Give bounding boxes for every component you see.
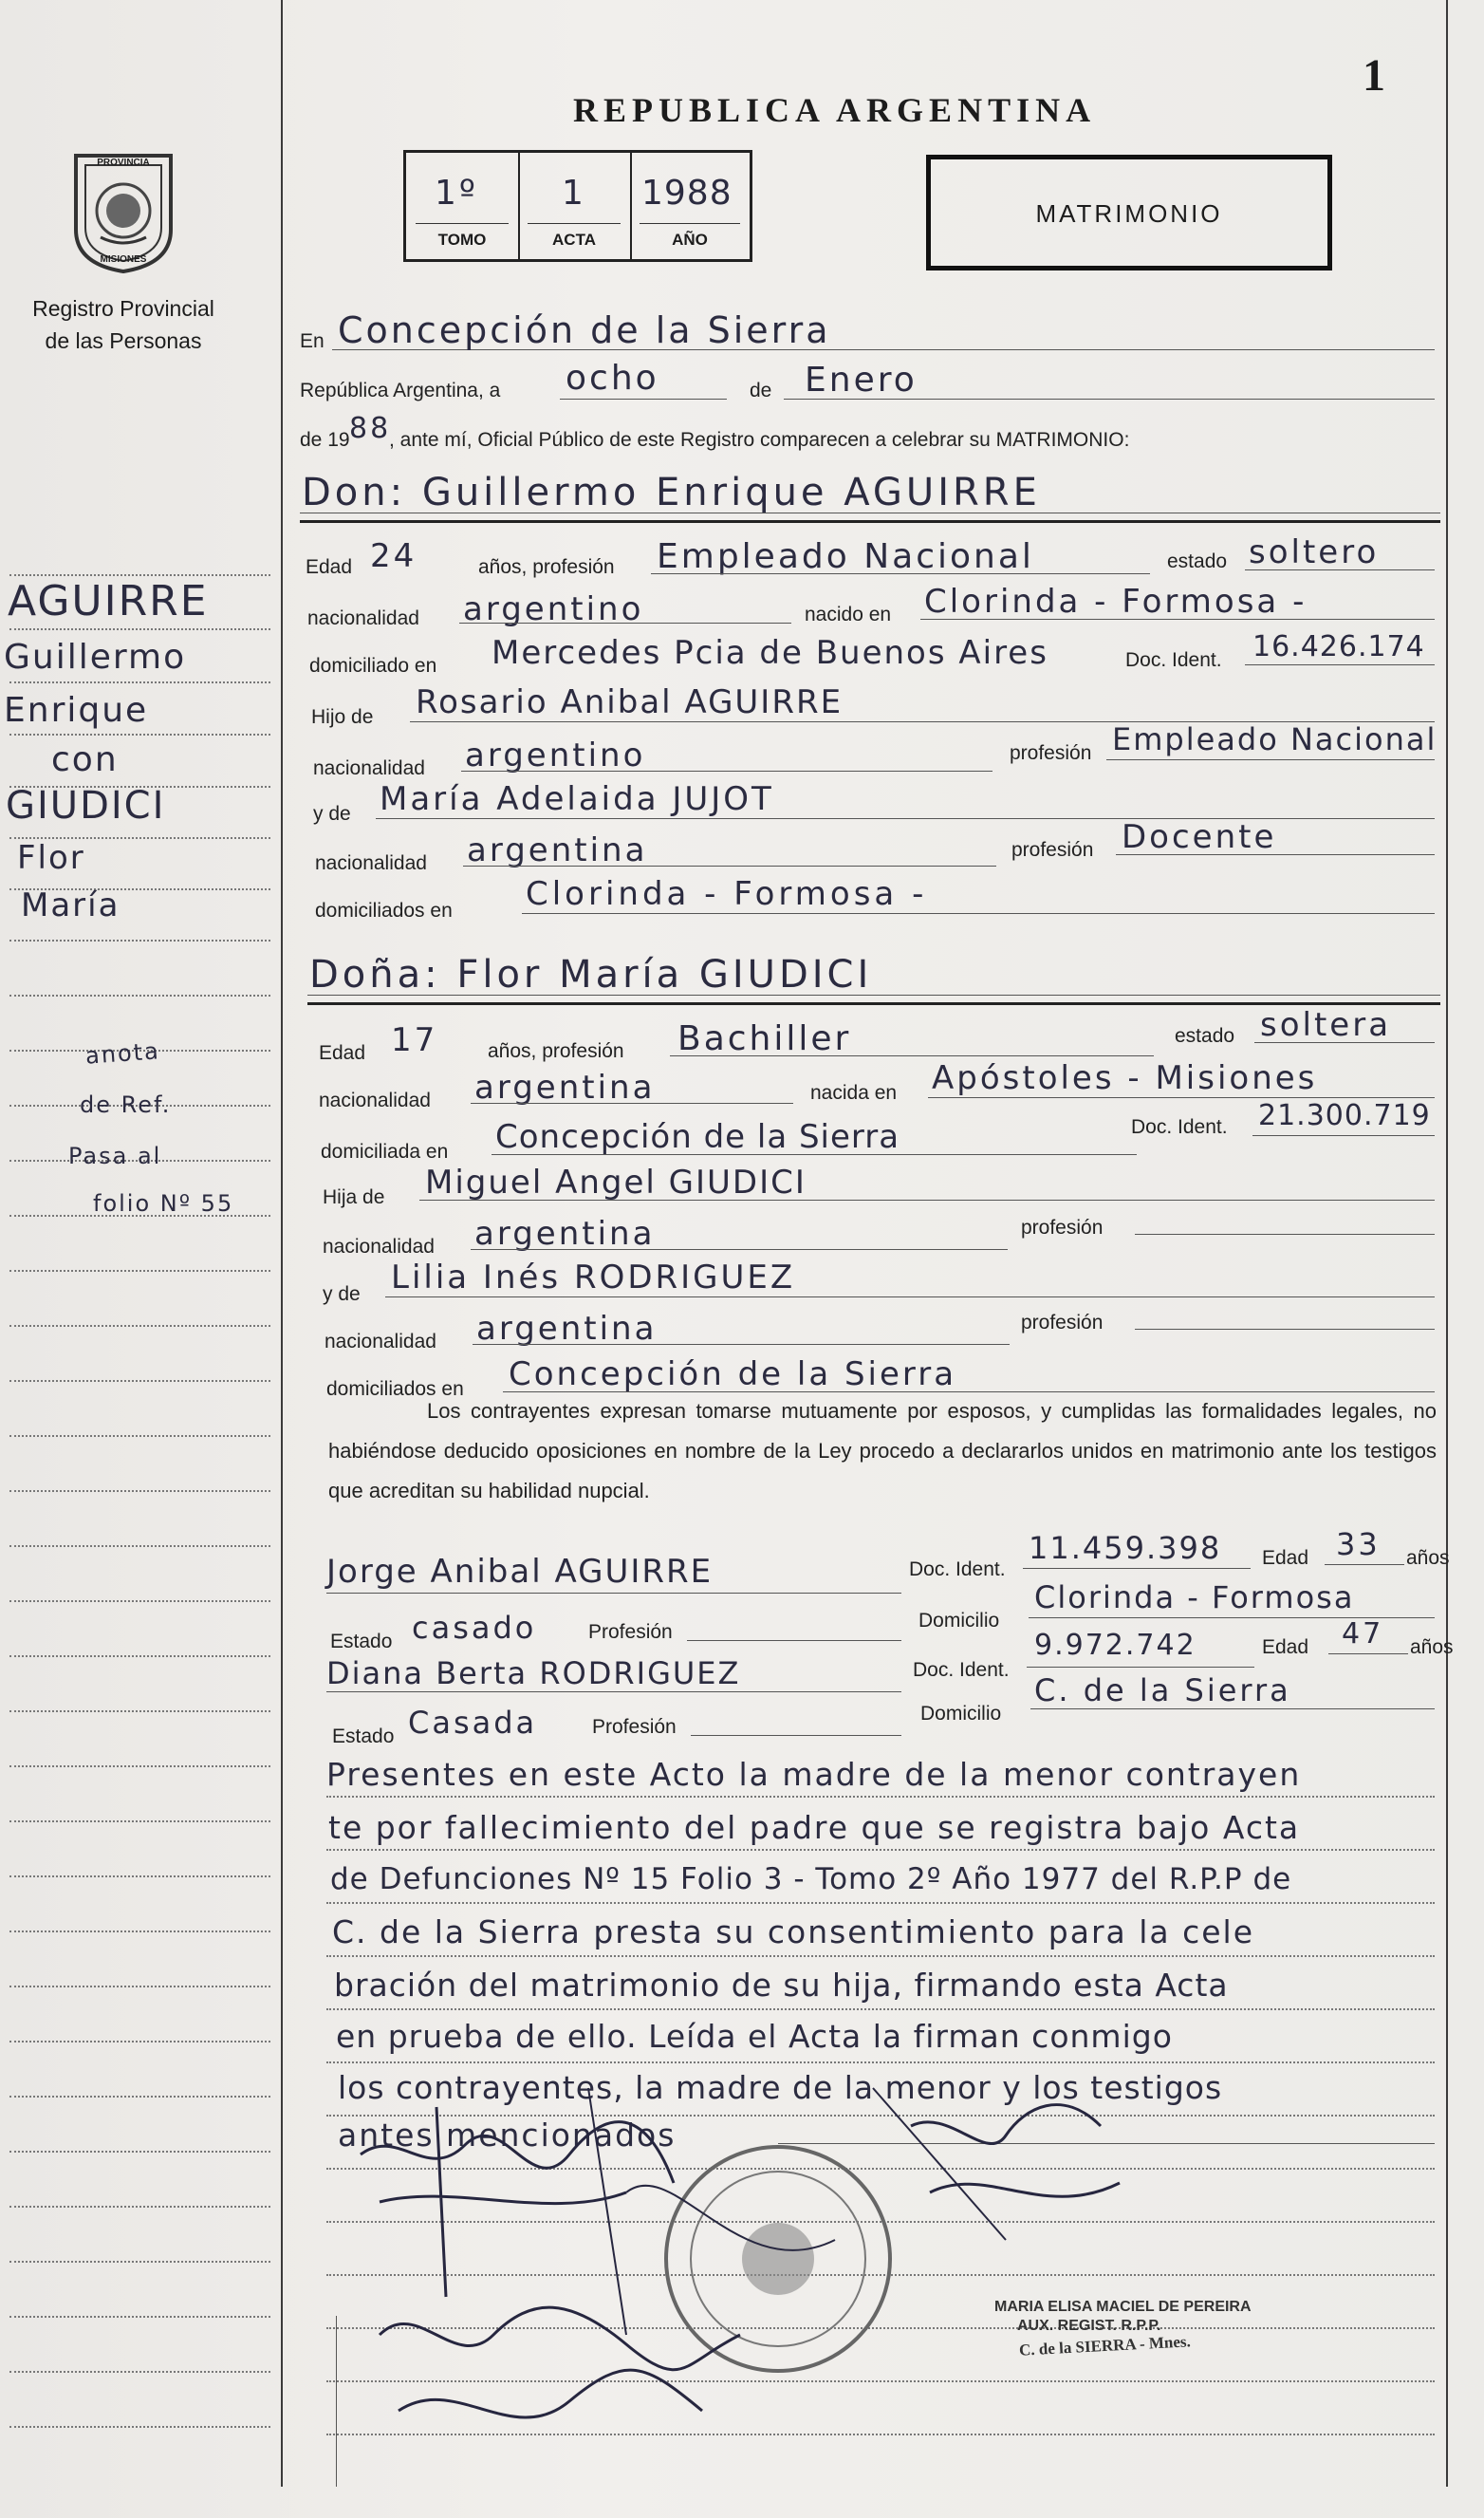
- signatures-area: [342, 2050, 1423, 2496]
- line-bride-nacida: [928, 1097, 1435, 1098]
- margin-line: [9, 1270, 270, 1272]
- bride-madre-nac: argentina: [476, 1310, 658, 1348]
- line-groom-estado: [1245, 569, 1435, 570]
- observation-line-3: de Defunciones Nº 15 Folio 3 - Tomo 2º Año 1977 del R.P.P de: [330, 1862, 1292, 1896]
- margin-line: [9, 2206, 270, 2208]
- witness1-name: Jorge Anibal AGUIRRE: [326, 1553, 714, 1591]
- line-groom-nacido: [920, 619, 1435, 620]
- label-anos-witness1: años: [1406, 1547, 1450, 1569]
- margin-line: [9, 1930, 270, 1932]
- witness1-doc: 11.459.398: [1029, 1530, 1222, 1566]
- margin-line: [9, 2151, 270, 2153]
- groom-madre-prof: Docente: [1122, 818, 1277, 856]
- label-profesion-groom-madre: profesión: [1011, 839, 1094, 861]
- label-profesion-bride-padre: profesión: [1021, 1217, 1104, 1239]
- line-bride-madre: [385, 1296, 1435, 1297]
- margin-note-3: Pasa al: [68, 1143, 162, 1169]
- bride-edad: 17: [391, 1021, 438, 1059]
- place-value: Concepción de la Sierra: [338, 309, 831, 351]
- left-frame-line: [281, 0, 283, 2487]
- anio-label: AÑO: [672, 231, 708, 249]
- anio-value: 1988: [641, 174, 733, 213]
- label-doc-witness1: Doc. Ident.: [909, 1558, 1006, 1580]
- label-doc-witness2: Doc. Ident.: [913, 1659, 1010, 1681]
- registry-name-line1: Registro Provincial: [32, 296, 214, 321]
- margin-con: con: [51, 740, 119, 779]
- label-edad-bride: Edad: [319, 1042, 366, 1064]
- label-de-month: de: [750, 380, 772, 401]
- label-edad-groom: Edad: [306, 556, 353, 578]
- bride-profesion: Bachiller: [677, 1019, 852, 1058]
- record-type-box: [926, 155, 1332, 270]
- declaration-text: Los contrayentes expresan tomarse mutuamente por esposos, y cumplidas las formalidades legales, no habiéndose deducido oposiciones en nombre de la Ley procedo a declararlos unidos en matrimonio ante los testigos que acreditan su habilidad nupcial.: [328, 1399, 1437, 1502]
- line-bride-padre-prof: [1135, 1234, 1435, 1235]
- observation-line-7: los contrayentes, la madre de la menor y los testigos: [338, 2069, 1223, 2106]
- label-nacionalidad-groom-madre: nacionalidad: [315, 852, 427, 874]
- line-witness2-dom: [1030, 1708, 1435, 1709]
- groom-madre-nac: argentina: [467, 831, 648, 869]
- line-bride-profesion: [670, 1055, 1154, 1056]
- margin-inner-line: [336, 2316, 337, 2487]
- groom-padre-prof: Empleado Nacional: [1112, 721, 1438, 757]
- line-witness2-doc: [1027, 1667, 1254, 1668]
- margin-line: [9, 1655, 270, 1657]
- groom-heading: Don: Guillermo Enrique AGUIRRE: [302, 471, 1041, 514]
- line-witness1-name: [326, 1593, 901, 1594]
- witness2-domicilio: C. de la Sierra: [1034, 1672, 1291, 1708]
- line-bride-doc: [1252, 1135, 1435, 1136]
- observation-line-8: antes mencionados: [338, 2117, 677, 2154]
- margin-line: [9, 2371, 270, 2373]
- label-hija-de: Hija de: [323, 1186, 385, 1208]
- line-groom-profesion: [651, 573, 1150, 574]
- section-divider-bride: [307, 1002, 1440, 1005]
- groom-padre-nac: argentino: [465, 737, 646, 774]
- tomo-cell: [406, 153, 520, 259]
- observation-line-2: te por fallecimiento del padre que se registra bajo Acta: [328, 1809, 1301, 1846]
- label-estado-groom: estado: [1167, 550, 1228, 572]
- acta-label: ACTA: [552, 231, 596, 249]
- bride-doc: 21.300.719: [1258, 1099, 1431, 1132]
- seal-bottom-text: MISIONES: [100, 254, 147, 265]
- header-title: REPUBLICA ARGENTINA: [573, 91, 1097, 129]
- groom-padres-dom: Clorinda - Formosa -: [526, 875, 928, 913]
- book-reference-box: [403, 150, 752, 262]
- official-seal-icon: [666, 2147, 890, 2371]
- label-y-de-groom: y de: [313, 803, 351, 825]
- line-groom-padre-prof: [1106, 759, 1435, 760]
- margin-line: [9, 1600, 270, 1602]
- margin-surname-groom: AGUIRRE: [8, 577, 209, 625]
- line-groom-madre-nac: [463, 866, 996, 867]
- obs-line: [326, 1902, 1435, 1904]
- line-bride-padre-nac: [471, 1249, 1008, 1250]
- margin-line: [9, 574, 270, 576]
- line-witness2-name: [326, 1691, 901, 1692]
- groom-madre: María Adelaida JUJOT: [380, 780, 774, 818]
- stamp-line-2: AUX. REGIST. R.P.P.: [1017, 2318, 1161, 2334]
- label-hijo-de: Hijo de: [311, 706, 374, 728]
- label-ante-mi: , ante mí, Oficial Público de este Registro comparecen a celebrar su MATRIMONIO:: [389, 429, 1130, 451]
- margin-line: [9, 1820, 270, 1822]
- bride-estado: soltera: [1260, 1006, 1392, 1044]
- line-groom-doc: [1245, 664, 1435, 665]
- line-bride-madre-nac: [473, 1344, 1010, 1345]
- label-edad-witness1: Edad: [1262, 1547, 1309, 1569]
- margin-line: [9, 2316, 270, 2318]
- anio-cell: [630, 153, 750, 259]
- label-domiciliados-bride: domiciliados en: [326, 1378, 464, 1400]
- label-profesion-witness2: Profesión: [592, 1716, 677, 1738]
- label-doc-groom: Doc. Ident.: [1125, 649, 1222, 671]
- line-witness2-edad: [1328, 1653, 1408, 1654]
- registry-seal: [63, 142, 184, 275]
- margin-line: [9, 1710, 270, 1712]
- witness2-edad: 47: [1342, 1617, 1384, 1651]
- label-doc-bride: Doc. Ident.: [1131, 1116, 1228, 1138]
- month-value: Enero: [805, 361, 918, 400]
- label-nacida-en: nacida en: [810, 1082, 898, 1104]
- label-anos-witness2: años: [1410, 1636, 1454, 1658]
- groom-domicilio: Mercedes Pcia de Buenos Aires: [492, 634, 1048, 672]
- label-nacido-en: nacido en: [805, 604, 892, 625]
- label-en: En: [300, 330, 325, 352]
- bride-padre: Miguel Angel GIUDICI: [425, 1164, 807, 1202]
- tomo-value: 1º: [435, 174, 478, 213]
- groom-estado: soltero: [1249, 533, 1380, 571]
- label-nacionalidad-groom-padre: nacionalidad: [313, 757, 425, 779]
- line-bride-madre-prof: [1135, 1329, 1435, 1330]
- witness2-estado: Casada: [408, 1705, 538, 1741]
- margin-note-2: de Ref.: [80, 1091, 172, 1118]
- margin-line: [9, 2096, 270, 2098]
- groom-nacido-en: Clorinda - Formosa -: [924, 583, 1308, 621]
- label-nacionalidad-bride: nacionalidad: [319, 1090, 431, 1111]
- margin-line: [9, 1490, 270, 1492]
- bride-nacionalidad: argentina: [474, 1069, 656, 1107]
- line-witness2-profesion: [691, 1735, 901, 1736]
- bride-domicilio: Concepción de la Sierra: [495, 1118, 900, 1156]
- line-day: [560, 399, 727, 400]
- stamp-line-3: C. de la SIERRA - Mnes.: [1018, 2332, 1192, 2359]
- obs-line: [326, 1849, 1435, 1851]
- margin-line: [9, 1545, 270, 1547]
- label-estado-witness2: Estado: [332, 1725, 395, 1747]
- label-domiciliados-groom: domiciliados en: [315, 900, 453, 922]
- margin-line: [9, 2426, 270, 2428]
- label-profesion-witness1: Profesión: [588, 1621, 673, 1643]
- line-witness1-edad: [1325, 1564, 1404, 1565]
- line-bride-heading: [307, 995, 1440, 996]
- label-domicilio-witness2: Domicilio: [920, 1703, 1002, 1725]
- page-number: 1: [1363, 50, 1385, 101]
- observation-line-5: bración del matrimonio de su hija, firmando esta Acta: [334, 1967, 1229, 2004]
- label-nacionalidad-bride-madre: nacionalidad: [325, 1331, 436, 1352]
- groom-profesion: Empleado Nacional: [657, 537, 1034, 576]
- margin-line: [9, 1875, 270, 1877]
- line-groom-padres-dom: [522, 913, 1435, 914]
- witness1-domicilio: Clorinda - Formosa: [1034, 1579, 1355, 1615]
- label-republica: República Argentina, a: [300, 380, 501, 401]
- record-type-label: MATRIMONIO: [1035, 199, 1223, 228]
- tomo-label: TOMO: [437, 231, 487, 249]
- observation-line-4: C. de la Sierra presta su consentimiento para la cele: [332, 1913, 1255, 1950]
- witness2-name: Diana Berta RODRIGUEZ: [326, 1655, 741, 1691]
- margin-line: [9, 734, 270, 736]
- groom-doc: 16.426.174: [1252, 630, 1425, 663]
- line-witness1-profesion: [687, 1640, 901, 1641]
- margin-name-groom-1: Guillermo: [4, 638, 187, 677]
- line-witness1-doc: [1023, 1568, 1251, 1569]
- margin-line: [9, 1765, 270, 1767]
- label-estado-bride: estado: [1175, 1025, 1235, 1047]
- margin-line: [9, 2041, 270, 2042]
- day-value: ocho: [566, 359, 659, 398]
- bride-nacida-en: Apóstoles - Misiones: [932, 1059, 1318, 1097]
- groom-edad: 24: [370, 537, 417, 575]
- line-bride-estado: [1254, 1042, 1435, 1043]
- obs-line: [326, 1796, 1435, 1798]
- groom-padre: Rosario Anibal AGUIRRE: [416, 683, 844, 721]
- witness1-estado: casado: [412, 1610, 537, 1646]
- margin-line: [9, 995, 270, 997]
- section-divider-groom: [300, 520, 1440, 523]
- witness1-edad: 33: [1336, 1526, 1381, 1562]
- year-suffix: 88: [349, 412, 392, 445]
- margin-line: [9, 1380, 270, 1382]
- margin-note-1: anota: [84, 1037, 161, 1070]
- line-groom-madre-prof: [1116, 854, 1435, 855]
- witness2-doc: 9.972.742: [1034, 1629, 1196, 1662]
- margin-line: [9, 1435, 270, 1437]
- line-groom-nac: [459, 623, 791, 624]
- right-frame-line: [1446, 0, 1448, 2487]
- obs-line: [326, 2008, 1435, 2010]
- label-domiciliada-en: domiciliada en: [321, 1141, 449, 1163]
- bride-heading: Doña: Flor María GIUDICI: [309, 953, 873, 997]
- label-domicilio-witness1: Domicilio: [918, 1610, 1000, 1632]
- label-y-de-bride: y de: [323, 1283, 361, 1305]
- observation-line-1: Presentes en este Acto la madre de la menor contrayen: [326, 1756, 1302, 1793]
- margin-name-bride-1: Flor: [17, 839, 85, 877]
- margin-line: [9, 2261, 270, 2263]
- label-estado-witness1: Estado: [330, 1631, 393, 1652]
- acta-value: 1: [562, 174, 586, 213]
- label-edad-witness2: Edad: [1262, 1636, 1309, 1658]
- seal-top-text: PROVINCIA: [97, 158, 150, 168]
- bride-padres-dom: Concepción de la Sierra: [509, 1355, 957, 1393]
- observation-line-6: en prueba de ello. Leída el Acta la firman conmigo: [336, 2018, 1173, 2055]
- bride-padre-nac: argentina: [474, 1215, 656, 1253]
- line-bride-padre: [419, 1200, 1435, 1201]
- label-nacionalidad-bride-padre: nacionalidad: [323, 1236, 435, 1258]
- margin-line: [9, 940, 270, 942]
- label-anos-profesion-bride: años, profesión: [488, 1040, 624, 1062]
- margin-note-4: folio Nº 55: [93, 1190, 234, 1217]
- acta-cell: [518, 153, 632, 259]
- margin-line: [9, 1986, 270, 1987]
- margin-name-bride-2: María: [21, 886, 121, 924]
- margin-line: [9, 681, 270, 683]
- label-de-19: de 19: [300, 429, 350, 451]
- margin-line: [9, 1325, 270, 1327]
- groom-nacionalidad: argentino: [463, 590, 644, 628]
- stamp-line-1: MARIA ELISA MACIEL DE PEREIRA: [994, 2299, 1252, 2315]
- line-bride-nac: [471, 1103, 793, 1104]
- label-anos-profesion-groom: años, profesión: [478, 556, 615, 578]
- margin-surname-bride: GIUDICI: [6, 784, 166, 828]
- bride-madre: Lilia Inés RODRIGUEZ: [391, 1259, 796, 1296]
- registry-name-line2: de las Personas: [45, 328, 202, 353]
- label-profesion-bride-madre: profesión: [1021, 1312, 1104, 1334]
- label-profesion-groom-padre: profesión: [1010, 742, 1092, 764]
- line-bride-dom: [492, 1154, 1137, 1155]
- obs-line: [326, 1955, 1435, 1957]
- margin-name-groom-2: Enrique: [4, 691, 149, 730]
- label-domiciliado-en: domiciliado en: [309, 655, 437, 677]
- margin-line: [9, 628, 270, 630]
- line-groom-padre-nac: [461, 771, 992, 772]
- label-nacionalidad-groom: nacionalidad: [307, 607, 419, 629]
